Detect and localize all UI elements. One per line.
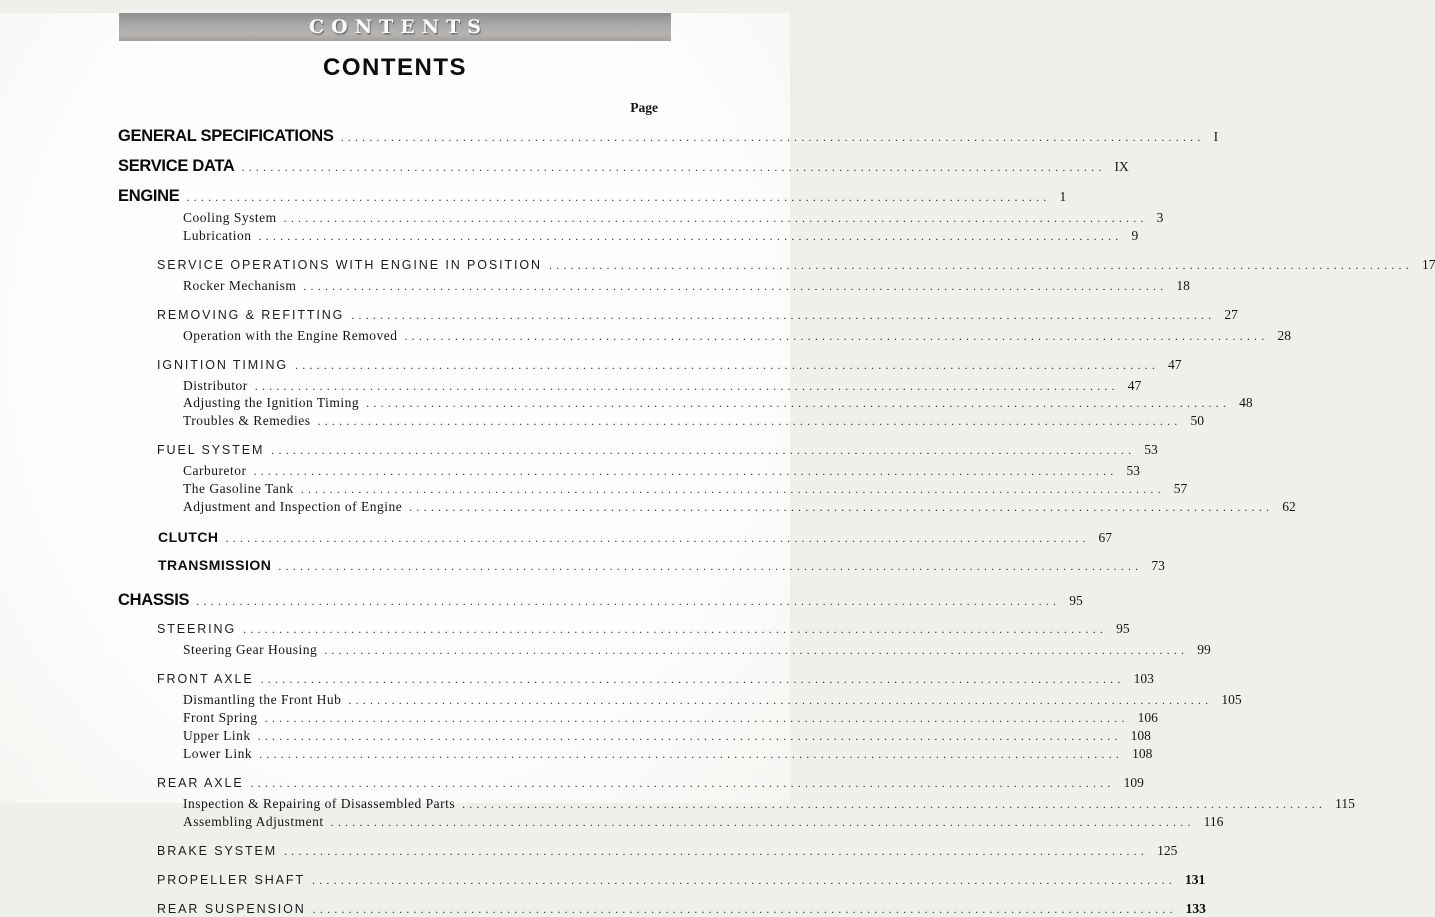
toc-row [118,592,658,610]
toc-entry-title: Operation with the Engine Removed [183,329,397,343]
dot-leader [271,442,1135,459]
toc-row [183,642,658,659]
toc-entry-page: 53 [1126,464,1140,478]
toc-row [157,307,658,324]
dot-leader [265,710,1129,727]
dot-leader [253,463,1117,480]
dot-leader [404,328,1268,345]
toc-entry-title: Lower Link [183,747,252,761]
toc-entry-page: 95 [1116,622,1130,636]
toc-entry-title: FRONT AXLE [157,673,254,686]
toc-row [157,843,658,860]
toc-entry-page: I [1214,130,1219,144]
toc-entry-page: 106 [1138,711,1158,725]
dot-leader [284,843,1148,860]
toc-row [183,210,658,227]
toc-row [118,128,658,146]
dot-leader [295,357,1159,374]
dot-leader [341,129,1205,146]
toc-row [183,278,658,295]
contents-banner [119,13,671,41]
toc-entry-page: 50 [1191,414,1205,428]
dot-leader [324,642,1188,659]
toc-entry-page: 3 [1157,211,1164,225]
dot-leader [226,530,1090,547]
dot-leader [258,228,1122,245]
toc-content [0,100,790,917]
toc-row [157,775,658,792]
toc-row [183,796,658,813]
toc-entry-title: Inspection & Repairing of Disassembled Parts [183,797,455,811]
dot-leader [303,278,1167,295]
toc-entry-page: 99 [1197,643,1211,657]
toc-row [118,188,658,206]
dot-leader [243,621,1107,638]
toc-row [183,814,658,831]
toc-entry-title: Troubles & Remedies [183,414,311,428]
dot-leader [278,558,1142,575]
toc-entry-page: 116 [1204,815,1224,829]
toc-entry-page: 57 [1174,482,1188,496]
toc-entry-title: Cooling System [183,211,277,225]
toc-entry-page: 18 [1176,279,1190,293]
toc-entry-page: 47 [1128,379,1142,393]
toc-entry-title: IGNITION TIMING [157,359,288,372]
toc-row [183,728,658,745]
dot-leader [284,210,1148,227]
toc-entry-page: 103 [1134,672,1154,686]
dot-leader [312,872,1176,889]
toc-entry-page: 9 [1131,229,1138,243]
toc-entry-title: Distributor [183,379,248,393]
toc-row [183,499,658,516]
toc-row [157,901,658,917]
dot-leader [261,671,1125,688]
toc-entry-title: SERVICE OPERATIONS WITH ENGINE IN POSITION [157,259,542,272]
toc-entry-page: 131 [1185,873,1205,887]
dot-leader [409,499,1273,516]
toc-entry-page: 1 [1059,190,1066,204]
dot-leader [366,395,1230,412]
toc-entry-page: 125 [1157,844,1177,858]
toc-entry-page: 28 [1277,329,1291,343]
toc-entry-title: Adjusting the Ignition Timing [183,396,359,410]
toc-entry-page: 47 [1168,358,1182,372]
toc-entry-title: CLUTCH [158,530,219,545]
toc-row [157,442,658,459]
toc-entry-page: 17 [1422,258,1435,272]
scanned-manual-page [0,13,790,803]
toc-entry-title: BRAKE SYSTEM [157,845,277,858]
toc-entry-page: 73 [1151,559,1165,573]
toc-entry-page: 27 [1224,308,1238,322]
dot-leader [351,307,1215,324]
toc-row [183,228,658,245]
toc-row [158,558,658,575]
toc-entry-title: SERVICE DATA [118,158,235,175]
toc-entry-page: 115 [1335,797,1355,811]
toc-row [183,328,658,345]
toc-row [183,710,658,727]
dot-leader [313,901,1177,917]
toc-entry-page: 109 [1124,776,1144,790]
dot-leader [301,481,1165,498]
toc-row [118,158,658,176]
toc-row [183,481,658,498]
toc-row [157,357,658,374]
toc-list [118,128,658,917]
toc-entry-title: Steering Gear Housing [183,643,317,657]
dot-leader [258,728,1122,745]
toc-entry-title: Carburetor [183,464,246,478]
toc-entry-title: REAR SUSPENSION [157,903,306,916]
toc-row [157,671,658,688]
toc-entry-title: PROPELLER SHAFT [157,874,305,887]
toc-row [183,463,658,480]
toc-row [158,530,658,547]
toc-entry-page: 67 [1099,531,1113,545]
toc-entry-title: REMOVING & REFITTING [157,309,344,322]
toc-row [157,621,658,638]
dot-leader [348,692,1212,709]
dot-leader [549,257,1413,274]
toc-row [183,413,658,430]
toc-entry-page: 95 [1069,594,1083,608]
dot-leader [462,796,1326,813]
toc-row [183,378,658,395]
toc-entry-page: 105 [1221,693,1241,707]
toc-entry-page: 48 [1239,396,1253,410]
toc-entry-page: 133 [1186,902,1206,916]
dot-leader [331,814,1195,831]
toc-entry-title: Rocker Mechanism [183,279,296,293]
toc-entry-title: FUEL SYSTEM [157,444,264,457]
toc-entry-page: 108 [1131,729,1151,743]
dot-leader [255,378,1119,395]
toc-row [157,872,658,889]
dot-leader [259,746,1123,763]
toc-row [183,395,658,412]
toc-entry-title: Upper Link [183,729,251,743]
page-column-label: Page [118,100,658,116]
toc-entry-page: 62 [1282,500,1296,514]
dot-leader [196,593,1060,610]
toc-entry-title: TRANSMISSION [158,558,271,573]
toc-row [157,257,658,274]
dot-leader [318,413,1182,430]
toc-entry-title: Adjustment and Inspection of Engine [183,500,402,514]
toc-entry-title: REAR AXLE [157,777,244,790]
toc-entry-title: GENERAL SPECIFICATIONS [118,128,334,145]
toc-entry-title: The Gasoline Tank [183,482,294,496]
toc-entry-title: Assembling Adjustment [183,815,324,829]
toc-entry-title: Lubrication [183,229,251,243]
toc-entry-title: STEERING [157,623,236,636]
toc-entry-page: 53 [1144,443,1158,457]
toc-entry-title: Front Spring [183,711,258,725]
page-title: CONTENTS [0,54,790,82]
toc-entry-title: CHASSIS [118,592,189,609]
toc-entry-title: ENGINE [118,188,179,205]
toc-row [183,692,658,709]
banner-label: CONTENTS [302,16,488,38]
toc-entry-title: Dismantling the Front Hub [183,693,341,707]
dot-leader [242,159,1106,176]
toc-row [183,746,658,763]
toc-entry-page: 108 [1132,747,1152,761]
toc-entry-page: IX [1115,160,1129,174]
dot-leader [186,189,1050,206]
dot-leader [251,775,1115,792]
